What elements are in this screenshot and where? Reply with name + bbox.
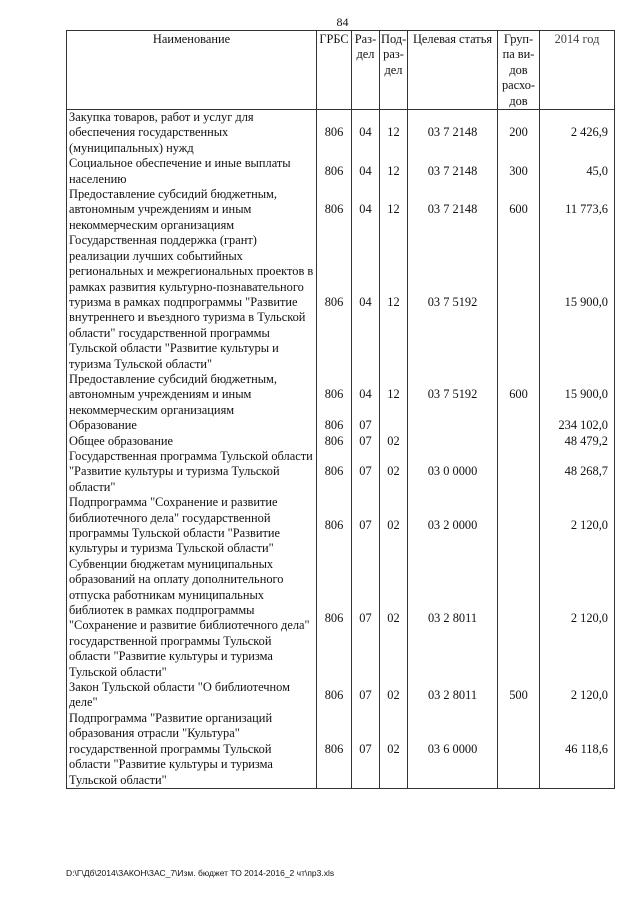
row-grbs: 806 (317, 372, 352, 418)
row-expense-group (498, 495, 540, 557)
table-row (67, 418, 615, 433)
table-header-row (67, 31, 615, 110)
header-razdel: Раз-дел (352, 31, 380, 110)
row-sum: 2 120,0 (540, 680, 615, 711)
row-podrazdel: 02 (380, 434, 408, 449)
table-row (67, 495, 615, 557)
row-razdel: 07 (352, 557, 380, 680)
row-name: Социальное обеспечение и иные выплаты населению (67, 156, 317, 187)
row-podrazdel: 12 (380, 372, 408, 418)
row-grbs: 806 (317, 434, 352, 449)
row-grbs: 806 (317, 233, 352, 372)
row-grbs: 806 (317, 110, 352, 157)
row-sum: 15 900,0 (540, 372, 615, 418)
row-expense-group: 600 (498, 187, 540, 233)
footer-file-path: D:\Г\Дб\2014\ЗАКОН\ЗАС_7\Изм. бюджет ТО 2014-2016_2 чт\пр3.xls (66, 868, 335, 878)
row-name: Закон Тульской области "О библиотечном деле" (67, 680, 317, 711)
row-grbs: 806 (317, 711, 352, 789)
row-expense-group: 300 (498, 156, 540, 187)
row-razdel: 07 (352, 449, 380, 495)
row-expense-group (498, 449, 540, 495)
row-article (408, 418, 498, 433)
row-name: Подпрограмма "Развитие организаций образования отрасли "Культура" государственной программы Тульской области "Развитие культуры и туризма Тульской области" (67, 711, 317, 789)
page-number: 84 (336, 15, 349, 29)
row-sum: 15 900,0 (540, 233, 615, 372)
row-sum: 45,0 (540, 156, 615, 187)
row-name: Субвенции бюджетам муниципальных образований на оплату дополнительного отпуска работникам муниципальных библиотек в рамках подпрограммы "Сохранение и развитие библиотечного дела" государственной программы Тульской области "Развитие культуры и туризма Тульской области" (67, 557, 317, 680)
row-article: 03 7 5192 (408, 233, 498, 372)
row-razdel: 04 (352, 156, 380, 187)
row-podrazdel: 12 (380, 187, 408, 233)
row-sum: 234 102,0 (540, 418, 615, 433)
row-razdel: 07 (352, 418, 380, 433)
row-name: Образование (67, 418, 317, 433)
row-grbs: 806 (317, 495, 352, 557)
row-article: 03 7 2148 (408, 187, 498, 233)
row-name: Государственная программа Тульской области "Развитие культуры и туризма Тульской области" (67, 449, 317, 495)
header-grbs: ГРБС (317, 31, 352, 110)
table-row (67, 372, 615, 418)
row-razdel: 04 (352, 110, 380, 157)
row-name: Подпрограмма "Сохранение и развитие библиотечного дела" государственной программы Тульской области "Развитие культуры и туризма Тульской области" (67, 495, 317, 557)
budget-table (66, 30, 615, 789)
row-article: 03 0 0000 (408, 449, 498, 495)
header-year: 2014 год (540, 31, 615, 110)
table-row (67, 187, 615, 233)
row-sum: 48 479,2 (540, 434, 615, 449)
row-expense-group (498, 434, 540, 449)
row-sum: 2 120,0 (540, 557, 615, 680)
row-grbs: 806 (317, 418, 352, 433)
row-article: 03 7 2148 (408, 110, 498, 157)
table-row (67, 434, 615, 449)
row-article: 03 7 2148 (408, 156, 498, 187)
row-grbs: 806 (317, 156, 352, 187)
row-name: Государственная поддержка (грант) реализации лучших событийных региональных и межрегиональных проектов в рамках развития культурно-познавательного туризма в рамках подпрограммы "Развитие внутреннего и въездного туризма в Тульской области" государственной программы Тульской области "Развитие культуры и туризма Тульской области" (67, 233, 317, 372)
row-name: Предоставление субсидий бюджетным, автономным учреждениям и иным некоммерческим организациям (67, 372, 317, 418)
row-expense-group (498, 418, 540, 433)
row-name: Закупка товаров, работ и услуг для обеспечения государственных (муниципальных) нужд (67, 110, 317, 157)
row-grbs: 806 (317, 187, 352, 233)
row-podrazdel: 12 (380, 233, 408, 372)
row-grbs: 806 (317, 557, 352, 680)
row-podrazdel: 02 (380, 495, 408, 557)
row-podrazdel (380, 418, 408, 433)
row-expense-group: 500 (498, 680, 540, 711)
header-target-article: Целевая статья (408, 31, 498, 110)
table-row (67, 449, 615, 495)
table-row (67, 680, 615, 711)
row-grbs: 806 (317, 680, 352, 711)
row-article: 03 6 0000 (408, 711, 498, 789)
row-podrazdel: 02 (380, 449, 408, 495)
row-name: Предоставление субсидий бюджетным, автономным учреждениям и иным некоммерческим организациям (67, 187, 317, 233)
row-expense-group (498, 711, 540, 789)
row-article: 03 2 8011 (408, 680, 498, 711)
header-name: Наименование (67, 31, 317, 110)
row-article (408, 434, 498, 449)
row-article: 03 7 5192 (408, 372, 498, 418)
row-sum: 2 120,0 (540, 495, 615, 557)
row-podrazdel: 12 (380, 110, 408, 157)
row-razdel: 07 (352, 434, 380, 449)
row-razdel: 04 (352, 187, 380, 233)
row-article: 03 2 8011 (408, 557, 498, 680)
row-razdel: 07 (352, 711, 380, 789)
row-article: 03 2 0000 (408, 495, 498, 557)
header-expense-group: Груп-па ви-дов расхо-дов (498, 31, 540, 110)
row-expense-group: 200 (498, 110, 540, 157)
row-podrazdel: 02 (380, 557, 408, 680)
row-razdel: 04 (352, 372, 380, 418)
row-razdel: 07 (352, 680, 380, 711)
row-sum: 11 773,6 (540, 187, 615, 233)
row-podrazdel: 02 (380, 680, 408, 711)
table-row (67, 110, 615, 157)
row-razdel: 04 (352, 233, 380, 372)
row-sum: 48 268,7 (540, 449, 615, 495)
row-podrazdel: 12 (380, 156, 408, 187)
row-sum: 2 426,9 (540, 110, 615, 157)
row-expense-group: 600 (498, 372, 540, 418)
row-name: Общее образование (67, 434, 317, 449)
row-expense-group (498, 233, 540, 372)
table-row (67, 233, 615, 372)
header-podrazdel: Под-раз-дел (380, 31, 408, 110)
row-razdel: 07 (352, 495, 380, 557)
row-grbs: 806 (317, 449, 352, 495)
row-expense-group (498, 557, 540, 680)
row-podrazdel: 02 (380, 711, 408, 789)
row-sum: 46 118,6 (540, 711, 615, 789)
table-row (67, 557, 615, 680)
table-row (67, 156, 615, 187)
table-row (67, 711, 615, 789)
